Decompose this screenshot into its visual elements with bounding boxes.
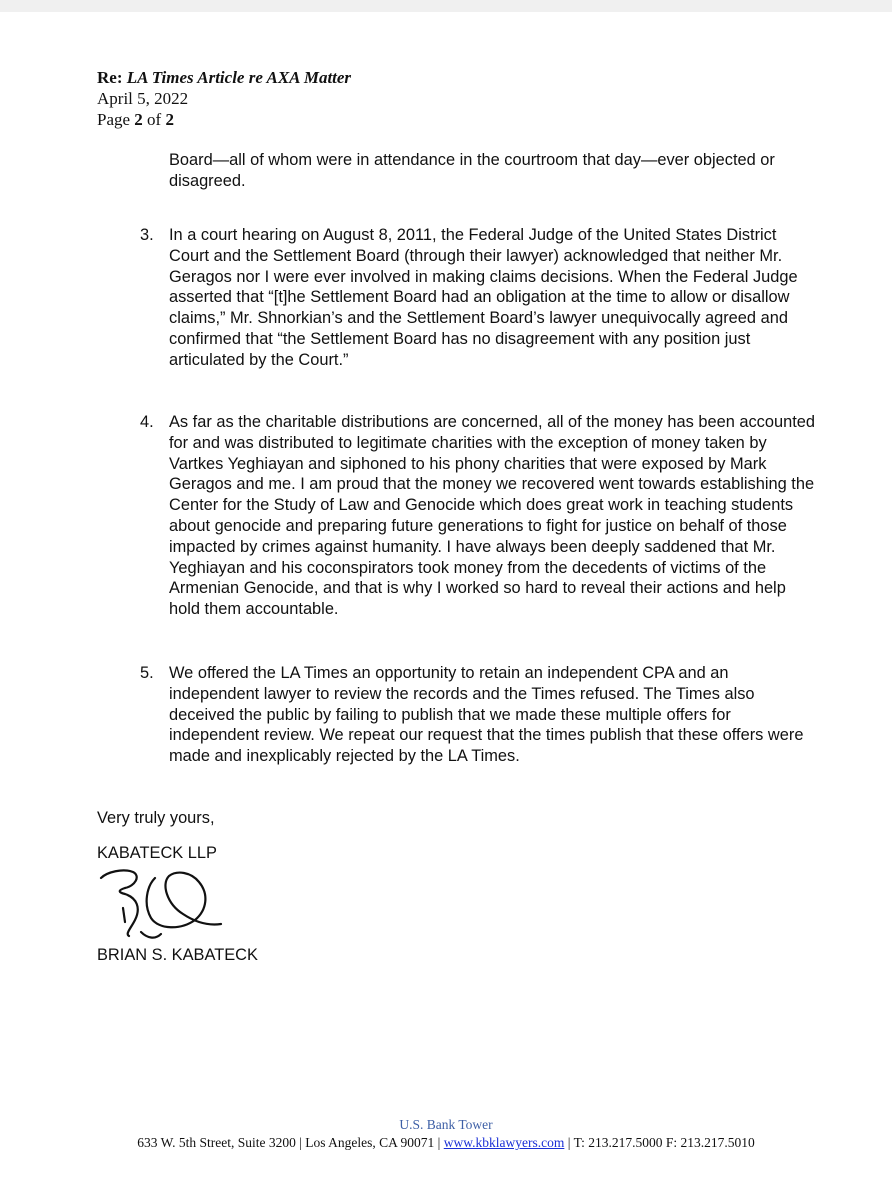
- letter-header: [97, 67, 351, 130]
- continuation-paragraph: Board—all of whom were in attendance in the courtroom that day—ever objected or disagreed.: [169, 151, 775, 190]
- subject-text: LA Times Article re AXA Matter: [126, 68, 352, 87]
- footer-contact: [0, 1135, 892, 1151]
- re-label: Re:: [97, 68, 123, 87]
- page-total: 2: [165, 110, 174, 129]
- list-item-text: We offered the LA Times an opportunity to retain an independent CPA and an independent lawyer to review the records and the Times refused. The Times also deceived the public by failing to publish that we made these multiple offers for independent review. We repeat our request that the times publish that these offers were made and inexplicably rejected by the LA Times.: [169, 664, 804, 766]
- signer-name: BRIAN S. KABATECK: [97, 946, 258, 964]
- website-link[interactable]: www.kbklawyers.com: [443, 1135, 565, 1150]
- page-prefix: Page: [97, 110, 131, 129]
- firm-name: KABATECK LLP: [97, 844, 217, 862]
- list-item-number: 3.: [140, 226, 154, 244]
- closing-salutation: Very truly yours,: [97, 809, 215, 827]
- list-item-text: As far as the charitable distributions are concerned, all of the money has been accounted for and was distributed to legitimate charities with the exception of money taken by Vartkes Yeghiayan and siphoned to his phony charities that were exposed by Mark Geragos and me. I am proud that the money we recovered went towards establishing the Center for the Study of Law and Genocide which does great work in teaching students about genocide and preparing future generations to fight for justice on behalf of those impacted by crimes against humanity. I have always been deeply saddened that Mr. Yeghiayan and his coconspirators took money from the decedents of victims of the Armenian Genocide, and that is why I worked so hard to reveal their actions and help hold them accountable.: [169, 413, 815, 619]
- signature-icon: [95, 864, 225, 946]
- footer-address: 633 W. 5th Street, Suite 3200 | Los Angeles, CA 90071 |: [137, 1135, 441, 1150]
- letter-date: April 5, 2022: [97, 89, 189, 108]
- footer-phones: | T: 213.217.5000 F: 213.217.5010: [567, 1135, 755, 1150]
- page-of: of: [147, 110, 162, 129]
- page-indicator: [97, 109, 351, 130]
- page-current: 2: [134, 110, 143, 129]
- list-item-text: In a court hearing on August 8, 2011, the Federal Judge of the United States District Court and the Settlement Board (through their lawyer) acknowledged that neither Mr. Geragos nor I were ever involved in making claims decisions. When the Federal Judge asserted that “[t]he Settlement Board had an obligation at the time to allow or disallow claims,” Mr. Shnorkian’s and the Settlement Board’s lawyer unequivocally agreed and confirmed that “the Settlement Board has no disagreement with any position just articulated by the Court.”: [169, 226, 798, 369]
- footer-building: U.S. Bank Tower: [399, 1117, 493, 1132]
- list-item-number: 4.: [140, 413, 154, 431]
- subject-line: [97, 67, 351, 88]
- list-item-number: 5.: [140, 664, 154, 682]
- viewer-top-bar: [0, 0, 892, 12]
